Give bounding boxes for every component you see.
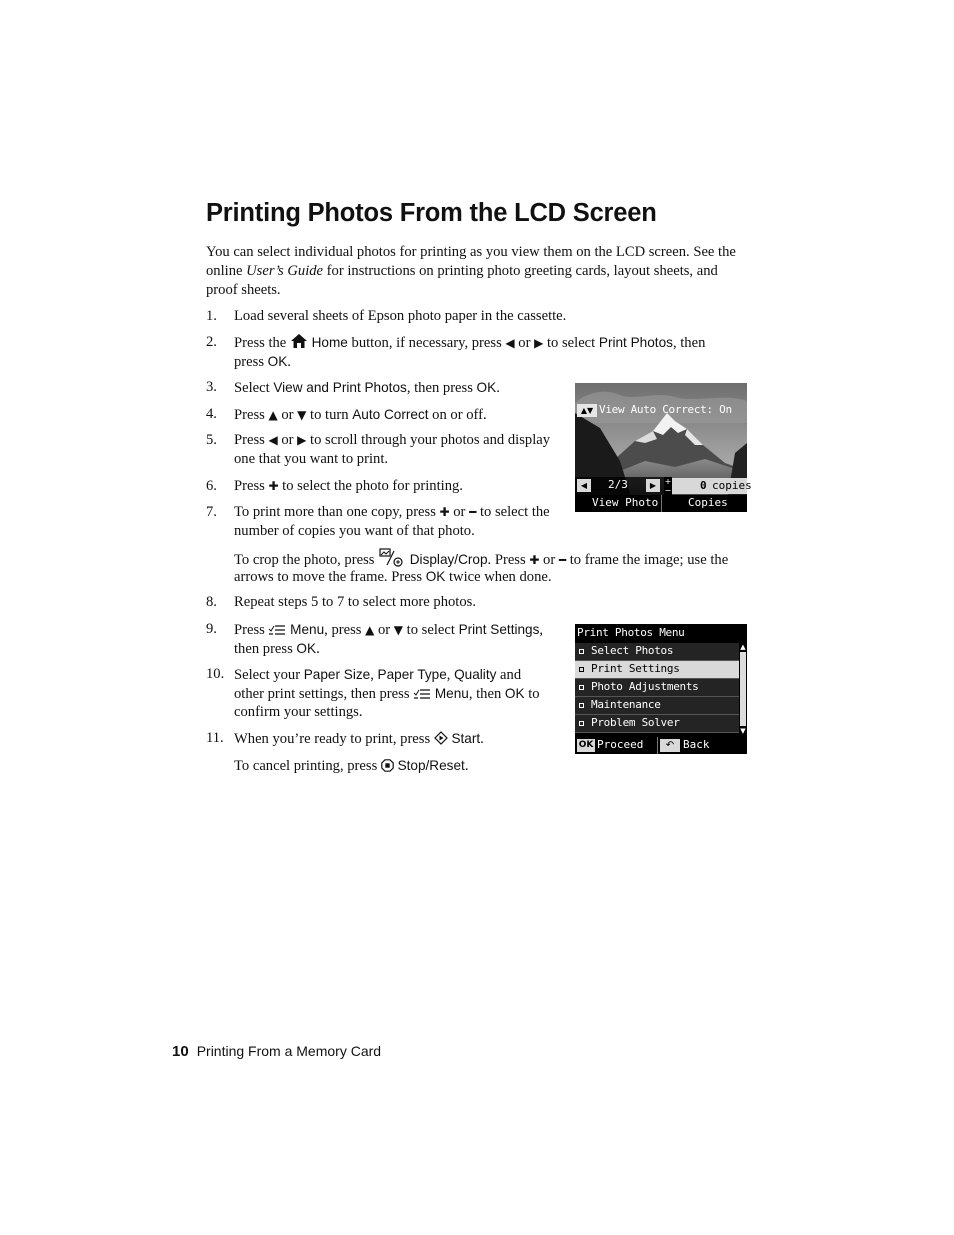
proceed-label: Proceed <box>597 738 644 751</box>
lcd-menu-item-label: Photo Adjustments <box>591 680 699 693</box>
right-arrow-icon: ▶ <box>297 433 307 447</box>
menu-icon <box>268 624 286 636</box>
right-key-icon: ▶ <box>646 479 660 492</box>
plus-icon: ✚ <box>268 479 279 493</box>
back-key-icon: ↶ <box>660 739 680 752</box>
copies-field <box>672 478 752 494</box>
up-down-keys-icon: ▲▼ <box>577 404 597 417</box>
up-arrow-icon: ▲ <box>268 408 278 422</box>
lcd-menu-item-label: Maintenance <box>591 698 661 711</box>
page-number: 10 <box>172 1043 189 1060</box>
left-arrow-icon: ◀ <box>505 336 515 350</box>
left-key-icon: ◀ <box>577 479 591 492</box>
copies-label: Copies <box>688 496 728 509</box>
lcd-menu-bottom-bar <box>575 737 747 754</box>
intro-paragraph: You can select individual photos for printing as you view them on the LCD screen. See the online User’s Guide for instructions on printing photo greeting cards, layout sheets, and proof sheets. <box>206 244 736 298</box>
lcd-menu-item[interactable] <box>575 679 739 697</box>
lcd-counter-bar <box>575 477 665 495</box>
copies-unit: copies <box>712 479 752 492</box>
menu-bullet-icon <box>579 721 584 726</box>
lcd-menu-item[interactable] <box>575 697 739 715</box>
plus-minus-keys-icon: + − <box>664 477 672 495</box>
copies-value: 0 <box>700 479 707 492</box>
home-icon <box>290 333 308 349</box>
display-crop-icon <box>378 548 406 568</box>
minus-icon: ━ <box>469 505 477 519</box>
lcd-print-photos-menu-screenshot <box>575 624 747 754</box>
menu-bullet-icon <box>579 667 584 672</box>
stop-icon <box>381 759 394 772</box>
menu-bullet-icon <box>579 649 584 654</box>
lcd-menu-item[interactable] <box>575 643 739 661</box>
lcd-menu-item[interactable] <box>575 715 739 733</box>
lcd-menu-title: Print Photos Menu <box>577 626 685 639</box>
right-arrow-icon: ▶ <box>534 336 544 350</box>
ok-key-icon: OK <box>578 740 594 750</box>
plus-icon: ✚ <box>439 505 450 519</box>
start-icon <box>434 731 448 745</box>
up-arrow-icon: ▲ <box>365 623 375 637</box>
minus-icon: ━ <box>558 553 567 567</box>
view-photo-label: View Photo <box>592 496 659 509</box>
menu-icon <box>413 688 431 700</box>
section-name: Printing From a Memory Card <box>196 1043 382 1059</box>
page-title: Printing Photos From the LCD Screen <box>206 199 657 227</box>
menu-bullet-icon <box>579 703 584 708</box>
menu-scrollbar[interactable]: ▲ ▼ <box>740 643 746 735</box>
lcd-menu-item-label: Select Photos <box>591 644 674 657</box>
menu-list <box>575 643 739 744</box>
lcd-menu-item-label: Print Settings <box>591 662 680 675</box>
back-label: Back <box>683 738 710 751</box>
menu-bullet-icon <box>579 685 584 690</box>
down-arrow-icon: ▼ <box>393 623 404 637</box>
lcd-header-text: View Auto Correct: On <box>599 403 732 416</box>
lcd-menu-item-label: Problem Solver <box>591 716 680 729</box>
photo-counter: 2/3 <box>608 478 628 491</box>
left-arrow-icon: ◀ <box>268 433 278 447</box>
page-footer <box>172 1043 381 1060</box>
down-arrow-icon: ▼ <box>297 408 307 422</box>
plus-icon: ✚ <box>529 553 540 567</box>
lcd-view-photo-screenshot <box>575 383 752 512</box>
lcd-menu-item[interactable] <box>575 661 739 679</box>
lcd-header-bar <box>575 402 747 420</box>
lcd-bottom-bar <box>575 495 747 512</box>
users-guide-title: User’s Guide <box>246 263 324 279</box>
